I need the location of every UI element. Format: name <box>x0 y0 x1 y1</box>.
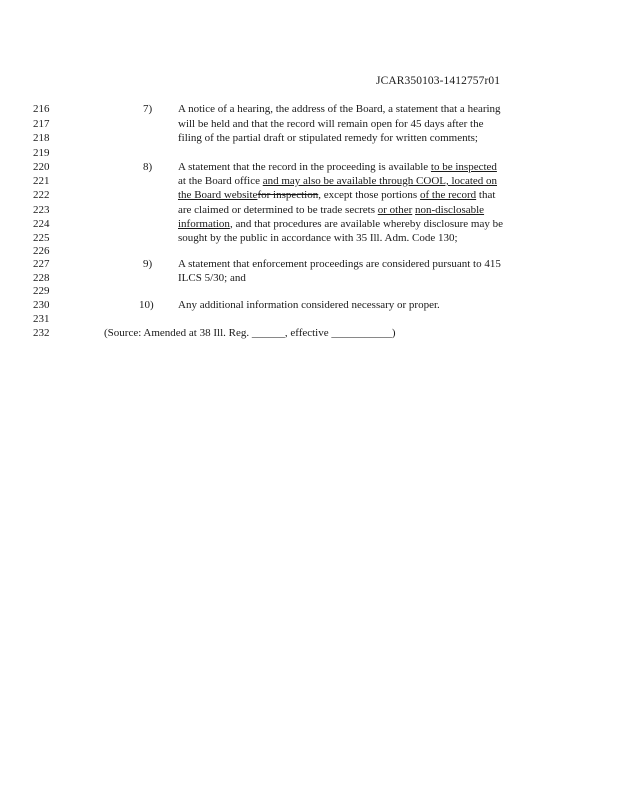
item-8-number: 8) <box>143 161 153 173</box>
item-7-line-1: A notice of a hearing, the address of the Board, a statement that a hearing <box>178 103 501 115</box>
item-7-line-2: will be held and that the record will remain open for 45 days after the <box>178 118 484 130</box>
item-8-line-6: sought by the public in accordance with 35 Ill. Adm. Code 130; <box>178 232 458 244</box>
inserted-text: to be inspected <box>430 161 497 173</box>
item-7-line-3: filing of the partial draft or stipulated remedy for written comments; <box>178 132 478 144</box>
item-10-line-1: Any additional information considered necessary or proper. <box>178 299 440 311</box>
line-number: 219 <box>33 147 50 159</box>
item-9-number: 9) <box>143 258 153 270</box>
item-8-text: , and that procedures are available whereby disclosure may be <box>229 218 503 230</box>
item-8-text: are claimed or determined to be trade secrets <box>178 204 378 216</box>
source-note: (Source: Amended at 38 Ill. Reg. ______, effective ___________) <box>104 327 396 339</box>
item-8-text: A statement that the record in the proceeding is available <box>178 161 431 173</box>
line-number: 221 <box>33 175 50 187</box>
inserted-text: or other <box>377 204 413 216</box>
line-number: 231 <box>33 313 50 325</box>
item-8-text: at the Board office <box>178 175 263 187</box>
item-7-number: 7) <box>143 103 153 115</box>
line-number: 229 <box>33 285 50 297</box>
line-number: 217 <box>33 118 50 130</box>
line-number: 228 <box>33 272 50 284</box>
line-number: 216 <box>33 103 50 115</box>
item-8-line-3 <box>178 189 495 201</box>
line-number: 222 <box>33 189 50 201</box>
line-number: 230 <box>33 299 50 311</box>
item-8-line-2 <box>178 175 497 187</box>
inserted-text: information <box>178 218 230 230</box>
line-number: 232 <box>33 327 50 339</box>
inserted-text: the Board website <box>178 189 258 201</box>
line-number: 220 <box>33 161 50 173</box>
inserted-text: of the record <box>419 189 477 201</box>
line-number: 226 <box>33 245 50 257</box>
item-8-line-1 <box>178 161 497 173</box>
item-8-line-4 <box>178 204 484 216</box>
item-9-line-2: ILCS 5/30; and <box>178 272 246 284</box>
item-8-text: , except those portions <box>318 189 420 201</box>
line-number: 227 <box>33 258 50 270</box>
inserted-text: non-disclosable <box>415 204 485 216</box>
item-10-number: 10) <box>139 299 154 311</box>
item-8-text: that <box>476 189 496 201</box>
line-number: 223 <box>33 204 50 216</box>
inserted-text: and may also be available through COOL, located on <box>262 175 498 187</box>
line-number: 225 <box>33 232 50 244</box>
item-8-line-5 <box>178 218 503 230</box>
line-number: 224 <box>33 218 50 230</box>
item-9-line-1: A statement that enforcement proceedings are considered pursuant to 415 <box>178 258 501 270</box>
deleted-text: for inspection <box>257 189 319 201</box>
line-number: 218 <box>33 132 50 144</box>
document-id: JCAR350103-1412757r01 <box>376 75 501 87</box>
